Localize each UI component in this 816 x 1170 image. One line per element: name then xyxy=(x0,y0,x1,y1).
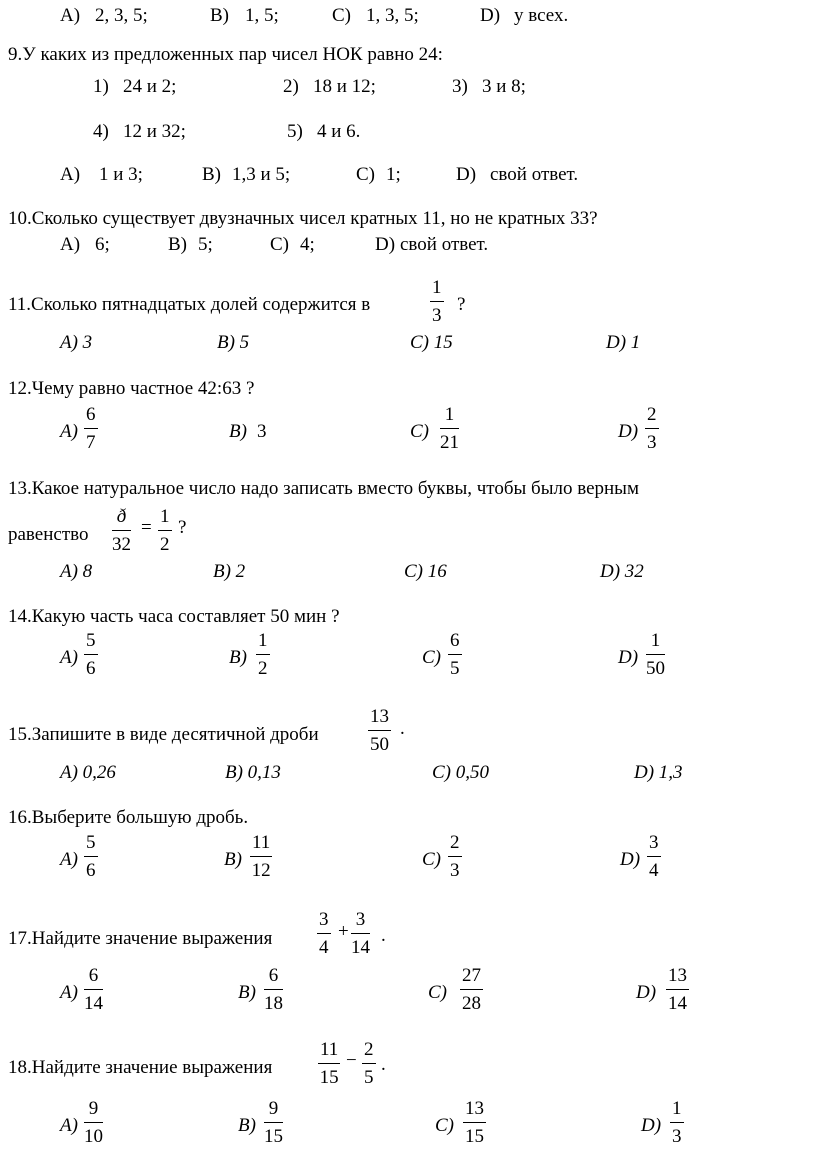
q18-c-den: 15 xyxy=(465,1126,484,1147)
q16-fraction-d xyxy=(647,833,661,880)
q18-label-a: A) xyxy=(60,1115,78,1136)
q13-lhs-fraction xyxy=(112,507,131,554)
q14-fraction-b xyxy=(256,631,270,678)
q11-answer-a: A) 3 xyxy=(60,332,93,353)
q9-pair-5: 4 и 6. xyxy=(317,121,361,142)
q16-d-num: 3 xyxy=(647,833,661,857)
q12-label-d: D) xyxy=(618,421,639,442)
q9-pair-1-label: 1) xyxy=(93,76,109,97)
q9-pair-2-label: 2) xyxy=(283,76,299,97)
q16-c-num: 2 xyxy=(448,833,462,857)
q10-answer-c: 4; xyxy=(300,234,315,255)
q15-answer-d: D) 1,3 xyxy=(634,762,683,783)
q12-fraction-a xyxy=(84,405,98,452)
q9-answer-d: свой ответ. xyxy=(490,164,579,185)
q18-fraction-c xyxy=(463,1099,486,1146)
q17-label-c: C) xyxy=(428,982,447,1003)
q8-value-b: 1, 5; xyxy=(245,5,279,26)
q14-c-den: 5 xyxy=(450,658,460,679)
q11-fraction-num: 1 xyxy=(430,278,444,302)
q18-text: 18.Найдите значение выражения xyxy=(8,1057,273,1078)
q18-minus: − xyxy=(346,1050,357,1071)
q18-fraction-2 xyxy=(362,1040,376,1087)
q17-c-num: 27 xyxy=(460,966,483,990)
q9-label-d: D) xyxy=(456,164,477,185)
q16-b-num: 11 xyxy=(250,833,272,857)
q12-d-num: 2 xyxy=(645,405,659,429)
q9-pair-5-label: 5) xyxy=(287,121,303,142)
q14-fraction-a xyxy=(84,631,98,678)
q9-label-c: C) xyxy=(356,164,375,185)
q8-label-c: C) xyxy=(332,5,351,26)
q15-fraction-num: 13 xyxy=(368,707,391,731)
q11-answer-c: C) 15 xyxy=(410,332,453,353)
q12-label-a: A) xyxy=(60,421,78,442)
q9-answer-a: 1 и 3; xyxy=(99,164,143,185)
q14-label-a: A) xyxy=(60,647,78,668)
q8-value-c: 1, 3, 5; xyxy=(366,5,419,26)
q17-f2-den: 14 xyxy=(351,937,370,958)
q14-b-den: 2 xyxy=(258,658,268,679)
q16-a-den: 6 xyxy=(86,860,96,881)
q11-fraction xyxy=(430,278,444,325)
q18-label-d: D) xyxy=(641,1115,662,1136)
q18-b-num: 9 xyxy=(264,1099,283,1123)
q14-label-c: C) xyxy=(422,647,441,668)
q16-b-den: 12 xyxy=(251,860,271,881)
q17-f1-den: 4 xyxy=(319,937,329,958)
q13-tail: ? xyxy=(178,517,187,538)
q16-label-c: C) xyxy=(422,849,441,870)
q17-label-b: B) xyxy=(238,982,256,1003)
q14-a-den: 6 xyxy=(86,658,96,679)
q11-tail: ? xyxy=(457,294,466,315)
q9-pair-3: 3 и 8; xyxy=(482,76,526,97)
q17-tail: . xyxy=(381,925,386,946)
q11-text: 11.Сколько пятнадцатых долей содержится в xyxy=(8,294,371,315)
q16-c-den: 3 xyxy=(450,860,460,881)
q12-label-b: B) xyxy=(229,421,247,442)
q11-answer-d: D) 1 xyxy=(606,332,641,353)
q8-label-b: B) xyxy=(210,5,229,26)
q18-b-den: 15 xyxy=(264,1126,283,1147)
q11-answer-b: B) 5 xyxy=(217,332,250,353)
q9-label-a: A) xyxy=(60,164,81,185)
q13-text-cont: равенство xyxy=(8,524,89,545)
q18-tail: . xyxy=(381,1054,386,1075)
q15-text: 15.Запишите в виде десятичной дроби xyxy=(8,724,319,745)
q18-label-b: B) xyxy=(238,1115,256,1136)
q17-label-a: A) xyxy=(60,982,78,1003)
q12-answer-b: 3 xyxy=(257,421,267,442)
q17-plus: + xyxy=(338,921,349,942)
q12-fraction-c xyxy=(440,405,459,452)
q9-pair-1: 24 и 2; xyxy=(123,76,177,97)
q13-rhs-num: 1 xyxy=(158,507,172,531)
q17-fraction-d xyxy=(666,966,689,1013)
q17-label-d: D) xyxy=(636,982,657,1003)
q14-label-b: B) xyxy=(229,647,247,668)
q14-fraction-c xyxy=(448,631,462,678)
q18-f2-den: 5 xyxy=(364,1067,374,1088)
q10-answer-b: 5; xyxy=(198,234,213,255)
q12-a-den: 7 xyxy=(86,432,96,453)
q9-text: 9.У каких из предложенных пар чисел НОК равно 24: xyxy=(8,44,443,65)
q13-answer-b: B) 2 xyxy=(213,561,246,582)
q14-label-d: D) xyxy=(618,647,639,668)
q16-label-b: B) xyxy=(224,849,242,870)
q18-d-den: 3 xyxy=(672,1126,682,1147)
q15-answer-a: A) 0,26 xyxy=(60,762,116,783)
q13-rhs-fraction xyxy=(158,507,172,554)
q17-fraction-c xyxy=(460,966,483,1013)
q18-a-den: 10 xyxy=(84,1126,103,1147)
q10-answer-a: 6; xyxy=(95,234,110,255)
q12-label-c: C) xyxy=(410,421,429,442)
q16-a-num: 5 xyxy=(84,833,98,857)
q17-text: 17.Найдите значение выражения xyxy=(8,928,273,949)
q14-d-den: 50 xyxy=(646,658,665,679)
q16-label-d: D) xyxy=(620,849,641,870)
q17-b-num: 6 xyxy=(264,966,283,990)
q16-d-den: 4 xyxy=(649,860,659,881)
q12-c-den: 21 xyxy=(440,432,459,453)
q9-answer-b: 1,3 и 5; xyxy=(232,164,291,185)
q14-fraction-d xyxy=(646,631,665,678)
q17-fraction-b xyxy=(264,966,283,1013)
q18-f2-num: 2 xyxy=(362,1040,376,1064)
q16-fraction-a xyxy=(84,833,98,880)
q17-fraction-1 xyxy=(317,910,331,957)
q13-equals: = xyxy=(141,517,152,538)
q18-c-num: 13 xyxy=(463,1099,486,1123)
q13-text: 13.Какое натуральное число надо записать вместо буквы, чтобы было верным xyxy=(8,478,639,499)
q17-a-den: 14 xyxy=(84,993,103,1014)
q10-text: 10.Сколько существует двузначных чисел кратных 11, но не кратных 33? xyxy=(8,208,598,229)
q12-a-num: 6 xyxy=(84,405,98,429)
q12-text: 12.Чему равно частное 42:63 ? xyxy=(8,378,255,399)
q13-rhs-den: 2 xyxy=(160,534,170,555)
q15-tail: . xyxy=(400,718,405,739)
q15-answer-c: C) 0,50 xyxy=(432,762,489,783)
q14-a-num: 5 xyxy=(84,631,98,655)
q13-lhs-num: ð xyxy=(112,507,131,531)
q9-pair-4-label: 4) xyxy=(93,121,109,142)
q9-pair-4: 12 и 32; xyxy=(123,121,186,142)
q9-label-b: B) xyxy=(202,164,221,185)
q18-f1-den: 15 xyxy=(319,1067,339,1088)
q10-label-a: A) xyxy=(60,234,81,255)
q17-b-den: 18 xyxy=(264,993,283,1014)
q8-value-d: у всех. xyxy=(514,5,569,26)
q13-answer-d: D) 32 xyxy=(600,561,644,582)
q13-answer-c: C) 16 xyxy=(404,561,447,582)
q17-fraction-a xyxy=(84,966,103,1013)
q17-c-den: 28 xyxy=(462,993,481,1014)
q10-label-b: B) xyxy=(168,234,187,255)
q12-fraction-d xyxy=(645,405,659,452)
q9-pair-3-label: 3) xyxy=(452,76,468,97)
q17-a-num: 6 xyxy=(84,966,103,990)
q16-text: 16.Выберите большую дробь. xyxy=(8,807,249,828)
q8-value-a: 2, 3, 5; xyxy=(95,5,148,26)
q8-label-d: D) xyxy=(480,5,501,26)
q17-d-den: 14 xyxy=(668,993,687,1014)
q12-c-num: 1 xyxy=(440,405,459,429)
q18-fraction-a xyxy=(84,1099,103,1146)
q10-answer-d: свой ответ. xyxy=(400,234,489,255)
q18-fraction-d xyxy=(670,1099,684,1146)
q8-label-a: A) xyxy=(60,5,81,26)
q13-answer-a: A) 8 xyxy=(60,561,93,582)
q16-label-a: A) xyxy=(60,849,78,870)
q18-a-num: 9 xyxy=(84,1099,103,1123)
q9-answer-c: 1; xyxy=(386,164,401,185)
q15-answer-b: B) 0,13 xyxy=(225,762,281,783)
q14-text: 14.Какую часть часа составляет 50 мин ? xyxy=(8,606,340,627)
q10-label-d: D) xyxy=(375,234,396,255)
q14-b-num: 1 xyxy=(256,631,270,655)
q15-fraction-den: 50 xyxy=(370,734,389,755)
q18-d-num: 1 xyxy=(670,1099,684,1123)
q14-c-num: 6 xyxy=(448,631,462,655)
q16-fraction-b xyxy=(250,833,272,880)
q16-fraction-c xyxy=(448,833,462,880)
q17-d-num: 13 xyxy=(666,966,689,990)
q14-d-num: 1 xyxy=(646,631,665,655)
q18-fraction-b xyxy=(264,1099,283,1146)
q17-f1-num: 3 xyxy=(317,910,331,934)
q9-pair-2: 18 и 12; xyxy=(313,76,376,97)
q18-label-c: C) xyxy=(435,1115,454,1136)
q11-fraction-den: 3 xyxy=(432,305,442,326)
q13-lhs-den: 32 xyxy=(112,534,131,555)
q12-d-den: 3 xyxy=(647,432,657,453)
q10-label-c: C) xyxy=(270,234,289,255)
q18-fraction-1 xyxy=(318,1040,340,1087)
q17-fraction-2 xyxy=(351,910,370,957)
q17-f2-num: 3 xyxy=(351,910,370,934)
q18-f1-num: 11 xyxy=(318,1040,340,1064)
q15-fraction xyxy=(368,707,391,754)
